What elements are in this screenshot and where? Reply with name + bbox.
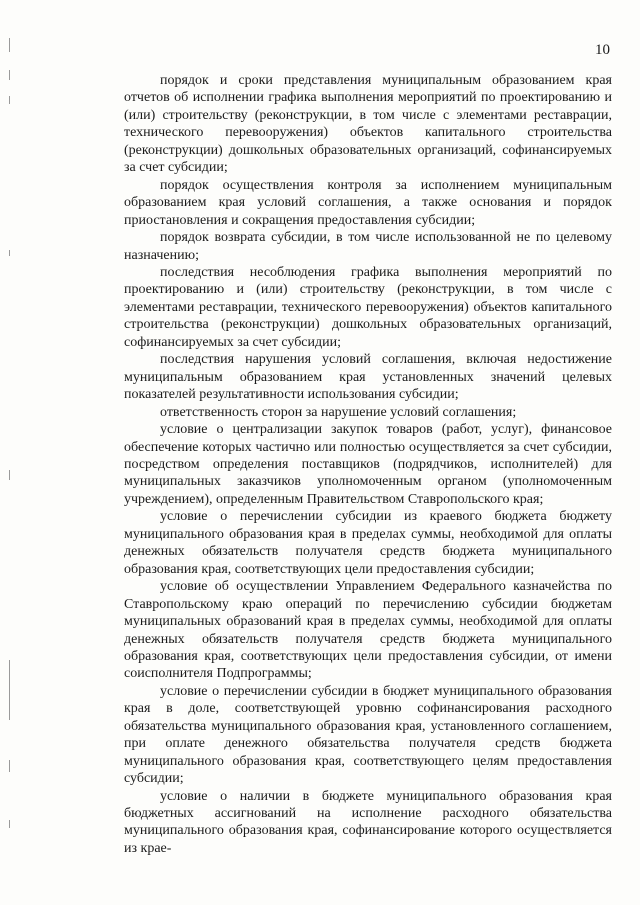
paragraph: ответственность сторон за нарушение условий соглашения; <box>160 404 517 420</box>
page-number: 10 <box>595 42 610 58</box>
paragraph: условие о перечислении субсидии в бюджет муниципального образования края в доле, соответствующей уровню софинансирования расходного обязательства муниципального образования края, установленного соглашением, при оплате денежного обязательства получателя средств бюджета муниципального образования края, соответствующего целям предоставления субсидии; <box>124 683 612 787</box>
document-body <box>124 72 612 857</box>
paragraph: условие о перечислении субсидии из краевого бюджета бюджету муниципального образования края в пределах суммы, необходимой для оплаты денежных обязательств получателя средств бюджета муниципального образования края, соответствующих цели предоставления субсидии; <box>124 509 612 577</box>
paragraph: условие о централизации закупок товаров (работ, услуг), финансовое обеспечение которых частично или полностью осуществляется за счет субсидии, посредством определения поставщиков (подрядчиков, исполнителей) для муниципальных заказчиков уполномоченным органом (уполномоченным учреждением), определенным Правительством Ставропольского края; <box>124 422 612 507</box>
paragraph: последствия нарушения условий соглашения, включая недостижение муниципальным образованием края установленных значений целевых показателей результативности использования субсидии; <box>124 352 612 403</box>
paragraph: порядок осуществления контроля за исполнением муниципальным образованием края условий соглашения, а также основания и порядок приостановления и сокращения предоставления субсидии; <box>124 177 612 228</box>
paragraph: условие о наличии в бюджете муниципального образования края бюджетных ассигнований на исполнение расходного обязательства муниципального образования края, софинансирование которого осуществляется из крае- <box>124 788 612 856</box>
paragraph: условие об осуществлении Управлением Федерального казначейства по Ставропольскому краю операций по перечислению субсидии бюджетам муниципальных образований края в пределах суммы, необходимой для оплаты денежных обязательств получателя средств бюджета муниципального образования края, соответствующих цели предоставления субсидии, от имени соисполнителя Подпрограммы; <box>124 579 612 682</box>
scan-edge-marks <box>6 0 14 905</box>
paragraph: последствия несоблюдения графика выполнения мероприятий по проектированию и (или) строительству (реконструкции, в том числе с элементами реставрации, технического перевооружения) объектов капитального строительства (реконструкции) дошкольных образовательных организаций, софинансируемых за счет субсидии; <box>124 264 612 350</box>
paragraph: порядок и сроки представления муниципальным образованием края отчетов об исполнении графика выполнения мероприятий по проектированию и (или) строительству (реконструкции, в том числе с элементами реставрации, технического перевооружения) объектов капитального строительства (реконструкции) дошкольных образовательных организаций, софинансируемых за счет субсидии; <box>124 73 612 176</box>
paragraph: порядок возврата субсидии, в том числе использованной не по целевому назначению; <box>124 230 612 263</box>
